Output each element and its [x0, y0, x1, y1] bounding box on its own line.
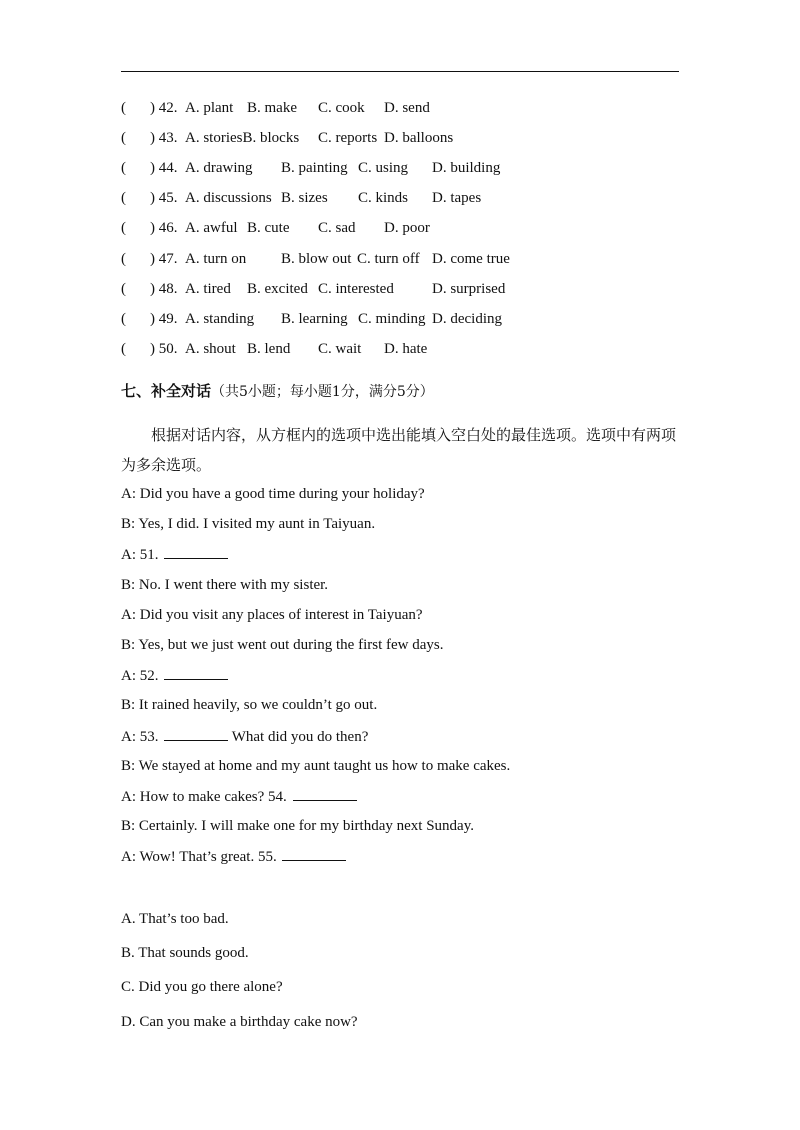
option-item: A. That’s too bad. [121, 911, 229, 927]
question-number: ) 46. [150, 220, 178, 236]
dialogue-text: A: How to make cakes? 54. [121, 789, 287, 805]
section-title: 七、补全对话 [121, 382, 212, 400]
option-c: C. using [358, 160, 409, 176]
answer-bracket: ( [121, 160, 126, 176]
option-c: C. interested [318, 281, 394, 297]
dialogue-text: What did you do then? [231, 729, 369, 745]
answer-blank-55[interactable] [282, 846, 346, 861]
dialogue-line: B: It rained heavily, so we couldn’t go out. [121, 697, 378, 713]
option-c: C. minding [358, 311, 426, 327]
dialogue-line [121, 846, 346, 867]
dialogue-text: A: Wow! That’s great. 55. [121, 849, 277, 865]
dialogue-line: A: Did you visit any places of interest in Taiyuan? [121, 607, 423, 623]
answer-bracket: ( [121, 220, 126, 236]
option-d: D. building [432, 160, 501, 176]
section-heading [121, 380, 434, 401]
option-b: B. excited [247, 281, 308, 297]
option-d: D. deciding [432, 311, 502, 327]
answer-bracket: ( [121, 341, 126, 357]
option-b: B. blow out [281, 251, 352, 267]
answer-blank-54[interactable] [293, 786, 357, 801]
option-c: C. reports [318, 130, 378, 146]
option-d: D. send [384, 100, 430, 116]
option-a: A. awful [185, 220, 238, 236]
option-b: B. lend [247, 341, 291, 357]
option-b: B. make [247, 100, 297, 116]
dialogue-line [121, 665, 228, 686]
dialogue-line [121, 786, 357, 807]
question-number: ) 47. [150, 251, 178, 267]
header-rule [121, 71, 679, 72]
answer-blank-51[interactable] [164, 544, 228, 559]
option-d: D. hate [384, 341, 428, 357]
question-number: ) 48. [150, 281, 178, 297]
option-a: A. storiesB. blocks [185, 130, 300, 146]
dialogue-text: A: 53. [121, 729, 159, 745]
option-d: D. tapes [432, 190, 482, 206]
option-c: C. cook [318, 100, 365, 116]
dialogue-line: B: We stayed at home and my aunt taught us how to make cakes. [121, 758, 511, 774]
answer-bracket: ( [121, 130, 126, 146]
answer-blank-52[interactable] [164, 665, 228, 680]
dialogue-line: B: Yes, I did. I visited my aunt in Taiyuan. [121, 516, 376, 532]
option-item: D. Can you make a birthday cake now? [121, 1014, 358, 1030]
option-a: A. standing [185, 311, 255, 327]
answer-bracket: ( [121, 190, 126, 206]
option-a: A. plant [185, 100, 234, 116]
question-number: ) 49. [150, 311, 178, 327]
option-c: C. sad [318, 220, 356, 236]
option-a: A. drawing [185, 160, 253, 176]
option-d: D. come true [432, 251, 510, 267]
answer-blank-53[interactable] [164, 726, 228, 741]
option-b: B. cute [247, 220, 290, 236]
dialogue-line: B: No. I went there with my sister. [121, 577, 329, 593]
answer-bracket: ( [121, 281, 126, 297]
option-c: C. kinds [358, 190, 409, 206]
answer-bracket: ( [121, 251, 126, 267]
option-b: B. sizes [281, 190, 328, 206]
option-item: B. That sounds good. [121, 945, 249, 961]
option-b: B. painting [281, 160, 348, 176]
dialogue-text: A: 52. [121, 668, 159, 684]
option-a: A. discussions [185, 190, 272, 206]
dialogue-line: B: Yes, but we just went out during the first few days. [121, 637, 444, 653]
answer-bracket: ( [121, 100, 126, 116]
dialogue-line [121, 544, 228, 565]
question-number: ) 45. [150, 190, 178, 206]
dialogue-line: B: Certainly. I will make one for my birthday next Sunday. [121, 818, 474, 834]
option-d: D. surprised [432, 281, 506, 297]
option-d: D. poor [384, 220, 430, 236]
option-b: B. learning [281, 311, 348, 327]
section-instruction: 根据对话内容，从方框内的选项中选出能填入空白处的最佳选项。选项中有两项为多余选项。 [121, 426, 677, 474]
option-item: C. Did you go there alone? [121, 979, 283, 995]
section-score-note: （共5小题；每小题1分，满分5分） [211, 384, 434, 400]
question-number: ) 42. [150, 100, 178, 116]
question-number: ) 44. [150, 160, 178, 176]
dialogue-line: A: Did you have a good time during your holiday? [121, 486, 425, 502]
question-number: ) 43. [150, 130, 178, 146]
dialogue-line [121, 726, 368, 747]
option-a: A. tired [185, 281, 231, 297]
option-d: D. balloons [384, 130, 454, 146]
option-a: A. shout [185, 341, 236, 357]
answer-bracket: ( [121, 311, 126, 327]
option-c: C. wait [318, 341, 362, 357]
question-number: ) 50. [150, 341, 178, 357]
option-c: C. turn off [357, 251, 420, 267]
option-a: A. turn on [185, 251, 247, 267]
dialogue-text: A: 51. [121, 547, 159, 563]
